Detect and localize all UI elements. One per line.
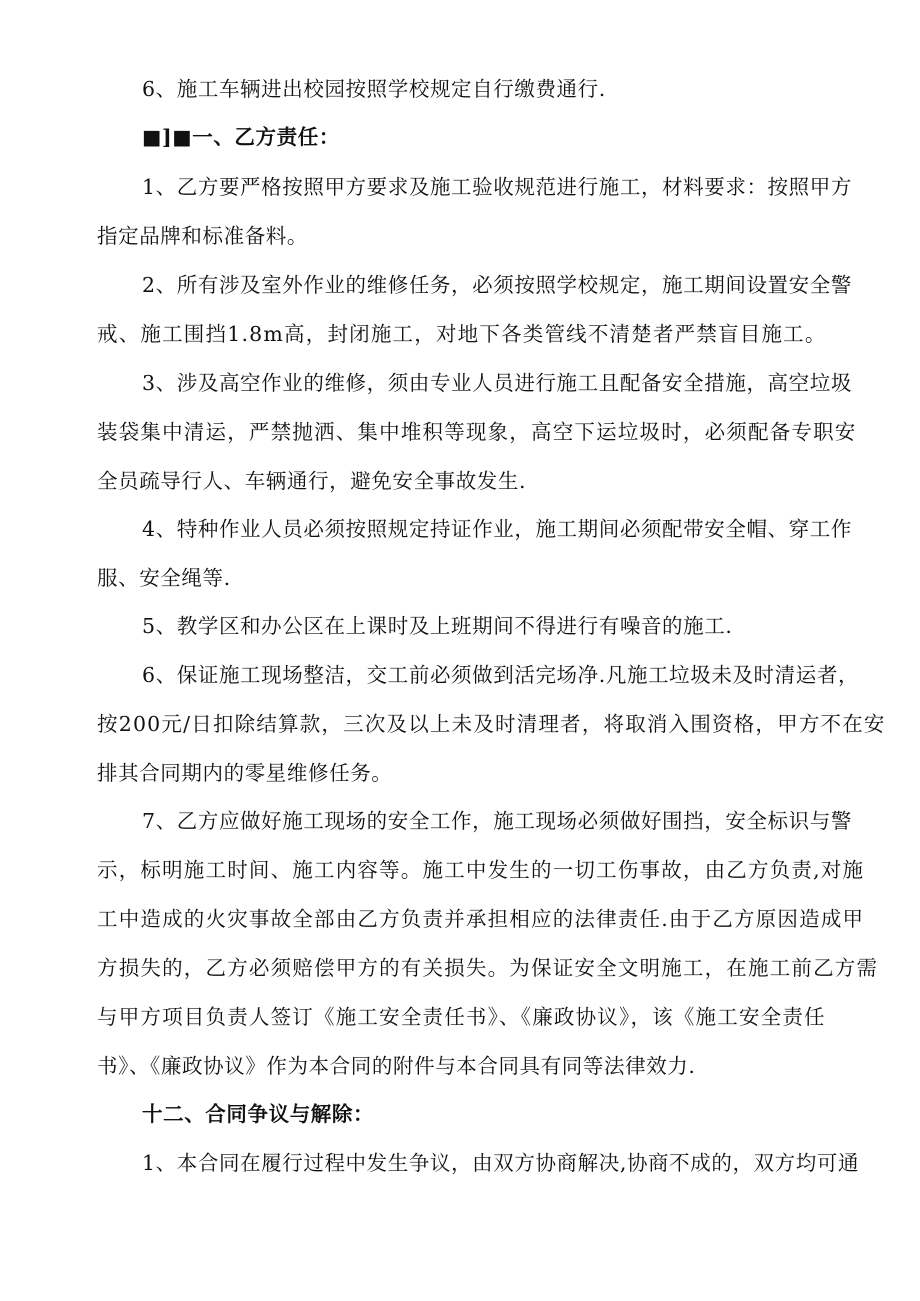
paragraph-line-3: 指定品牌和标准备料。 xyxy=(97,224,308,248)
paragraph-line-21: 1、本合同在履行过程中发生争议，由双方协商解决,协商不成的，双方均可通 xyxy=(142,1151,860,1175)
paragraph-line-11: 5、教学区和办公区在上课时及上班期间不得进行有噪音的施工. xyxy=(142,614,733,638)
section-heading-contract-disputes: 十二、合同争议与解除： xyxy=(142,1102,375,1126)
paragraph-line-16: 示，标明施工时间、施工内容等。施工中发生的一切工伤事故，由乙方负责,对施 xyxy=(97,858,865,882)
paragraph-line-2: 1、乙方要严格按照甲方要求及施工验收规范进行施工，材料要求：按照甲方 xyxy=(142,175,852,199)
section-heading-party-b-responsibility: ■]■一、乙方责任： xyxy=(142,125,340,149)
paragraph-line-18: 方损失的，乙方必须赔偿甲方的有关损失。为保证安全文明施工，在施工前乙方需 xyxy=(97,956,879,980)
paragraph-line-9: 4、特种作业人员必须按照规定持证作业，施工期间必须配带安全帽、穿工作 xyxy=(142,517,852,541)
paragraph-line-10: 服、安全绳等. xyxy=(97,566,231,590)
paragraph-line-14: 排其合同期内的零星维修任务。 xyxy=(97,761,393,785)
paragraph-line-19: 与甲方项目负责人签订《施工安全责任书》、《廉政协议》，该《施工安全责任 xyxy=(97,1005,826,1029)
paragraph-line-8: 全员疏导行人、车辆通行，避免安全事故发生. xyxy=(97,469,527,493)
paragraph-line-12: 6、保证施工现场整洁，交工前必须做到活完场净.凡施工垃圾未及时清运者， xyxy=(142,663,860,687)
paragraph-line-13: 按200元/日扣除结算款，三次及以上未及时清理者，将取消入围资格，甲方不在安 xyxy=(97,712,886,736)
paragraph-line-4: 2、所有涉及室外作业的维修任务，必须按照学校规定，施工期间设置安全警 xyxy=(142,273,852,297)
paragraph-line-6: 3、涉及高空作业的维修，须由专业人员进行施工且配备安全措施，高空垃圾 xyxy=(142,371,852,395)
paragraph-line-17: 工中造成的火灾事故全部由乙方负责并承担相应的法律责任.由于乙方原因造成甲 xyxy=(97,907,865,931)
paragraph-line-5: 戒、施工围挡1.8m高，封闭施工，对地下各类管线不清楚者严禁盲目施工。 xyxy=(97,322,827,346)
paragraph-line-7: 装袋集中清运，严禁抛洒、集中堆积等现象，高空下运垃圾时，必须配备专职安 xyxy=(97,420,857,444)
paragraph-line-1: 6、施工车辆进出校园按照学校规定自行缴费通行. xyxy=(142,77,606,101)
paragraph-line-20: 书》、《廉政协议》作为本合同的附件与本合同具有同等法律效力. xyxy=(97,1054,696,1078)
paragraph-line-15: 7、乙方应做好施工现场的安全工作，施工现场必须做好围挡，安全标识与警 xyxy=(142,809,852,833)
